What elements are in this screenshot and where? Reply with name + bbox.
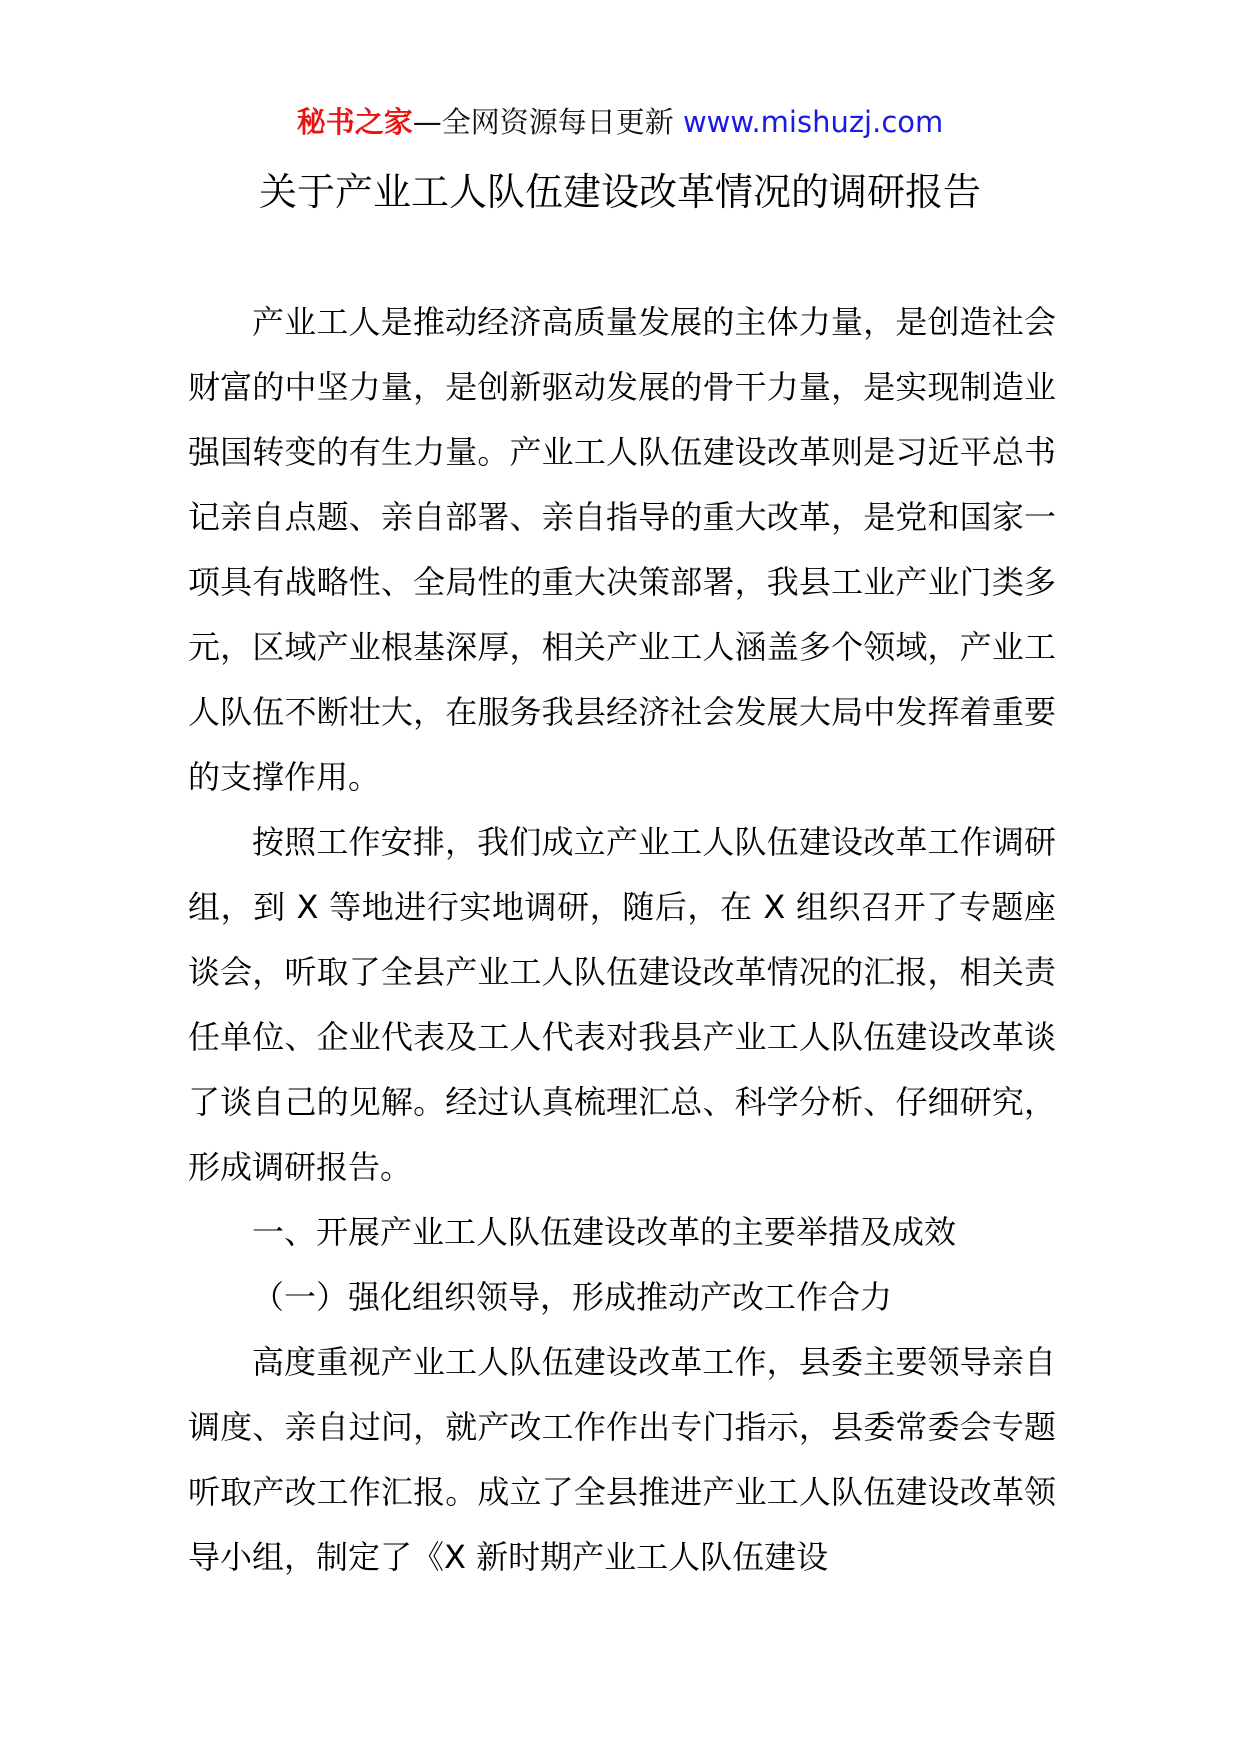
site-url-link[interactable]: www.mishuzj.com xyxy=(682,105,944,139)
brand-name: 秘书之家 xyxy=(296,105,413,139)
paragraph-research-process: 按照工作安排，我们成立产业工人队伍建设改革工作调研组，到 X 等地进行实地调研，随后，在 X 组织召开了专题座谈会，听取了全县产业工人队伍建设改革情况的汇报，相关责任单位、企业代表及工人代表对我县产业工人队伍建设改革谈了谈自己的见解。经过认真梳理汇总、科学分析、仔细研究，形成调研报告。 xyxy=(188,823,1056,1186)
subsection-heading-1: （一）强化组织领导，形成推动产改工作合力 xyxy=(252,1278,893,1316)
section-heading-1: 一、开展产业工人队伍建设改革的主要举措及成效 xyxy=(252,1213,957,1251)
document-title: 关于产业工人队伍建设改革情况的调研报告 xyxy=(258,170,981,214)
document-body xyxy=(188,290,1056,1590)
brand-tagline: —全网资源每日更新 xyxy=(412,105,674,139)
paragraph-leadership: 高度重视产业工人队伍建设改革工作，县委主要领导亲自调度、亲自过问，就产改工作作出专门指示，县委常委会专题听取产改工作汇报。成立了全县推进产业工人队伍建设改革领导小组，制定了《X 新时期产业工人队伍建设 xyxy=(188,1343,1056,1576)
site-header xyxy=(0,100,1240,144)
paragraph-intro: 产业工人是推动经济高质量发展的主体力量，是创造社会财富的中坚力量，是创新驱动发展的骨干力量，是实现制造业强国转变的有生力量。产业工人队伍建设改革则是习近平总书记亲自点题、亲自部署、亲自指导的重大改革，是党和国家一项具有战略性、全局性的重大决策部署，我县工业产业门类多元，区域产业根基深厚，相关产业工人涵盖多个领域，产业工人队伍不断壮大，在服务我县经济社会发展大局中发挥着重要的支撑作用。 xyxy=(188,303,1056,796)
